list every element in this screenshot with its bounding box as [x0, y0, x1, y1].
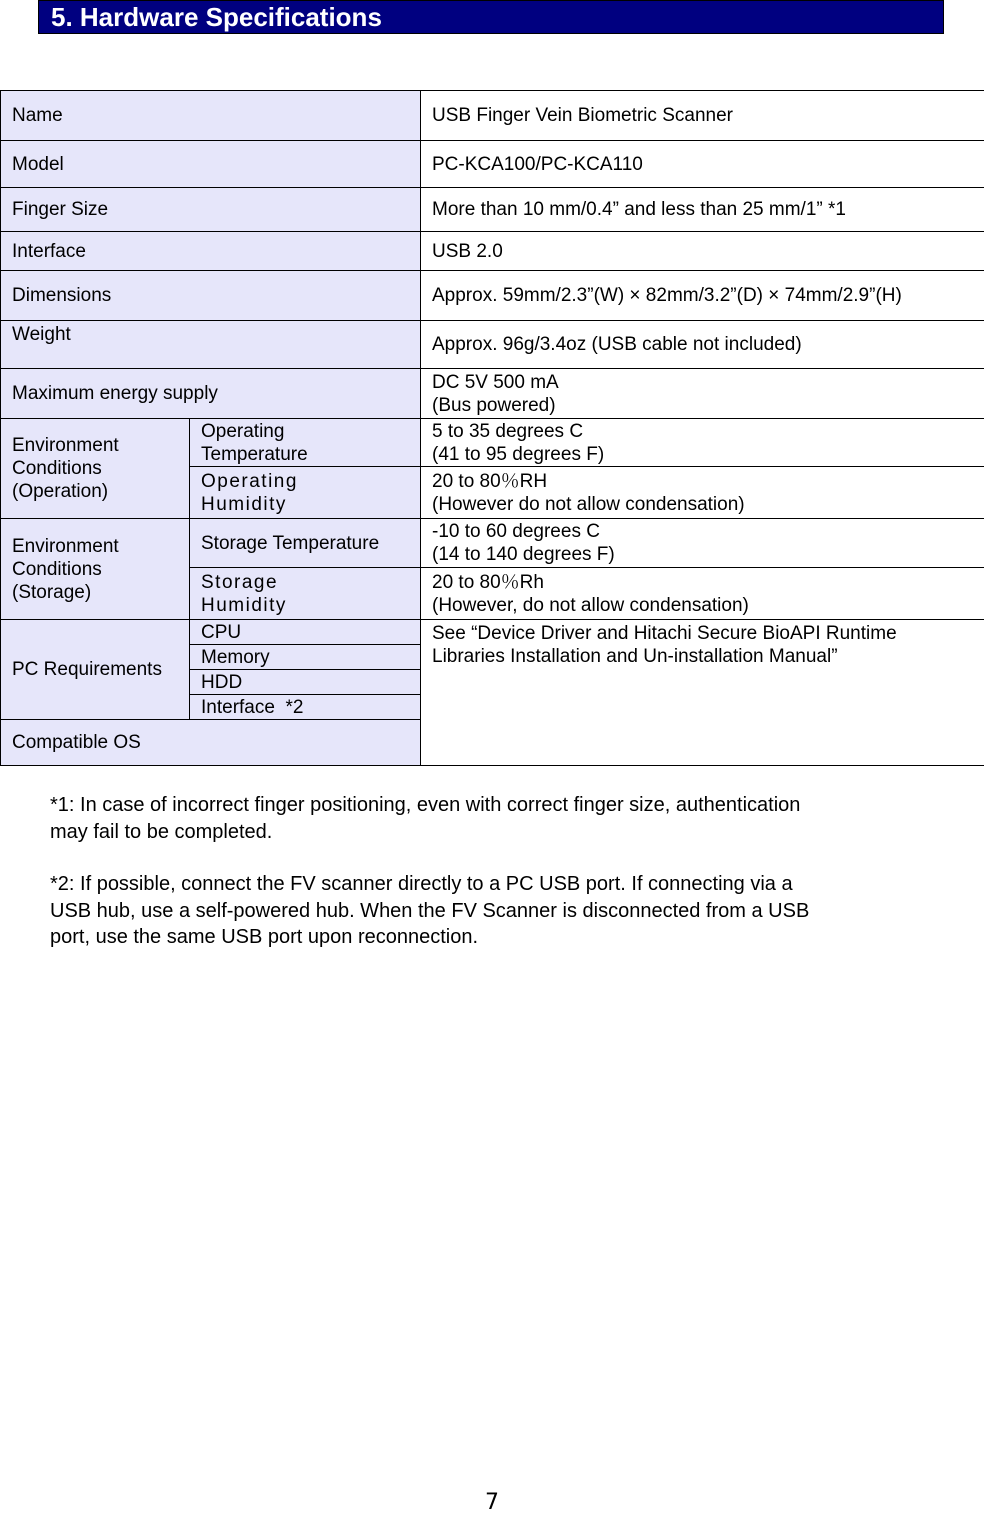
- spec-value-line: (Bus powered): [432, 394, 556, 416]
- label-line: Environment: [12, 535, 119, 557]
- spec-label-energy: Maximum energy supply: [1, 369, 421, 419]
- table-row: [1, 91, 984, 141]
- table-row: [1, 419, 984, 467]
- label-line: Humidity: [201, 493, 287, 515]
- section-heading: 5. Hardware Specifications: [38, 0, 944, 34]
- spec-label-storage-temperature: Storage Temperature: [190, 519, 421, 568]
- spec-label-operating-humidity: [190, 467, 421, 519]
- footnote-line: *1: In case of incorrect finger positioning, even with correct finger size, authentication: [50, 794, 801, 816]
- label-line: Temperature: [201, 443, 308, 465]
- spec-value-line: (However do not allow condensation): [432, 493, 745, 515]
- spec-value-line: 5 to 35 degrees C: [432, 420, 584, 442]
- spec-value-line: (14 to 140 degrees F): [432, 544, 615, 565]
- label-line: Operating: [201, 470, 298, 492]
- table-row: [1, 321, 984, 369]
- spec-value-model: PC-KCA100/PC-KCA110: [421, 141, 984, 188]
- spec-value-line: DC 5V 500 mA: [432, 371, 559, 393]
- spec-label-env-operation: [1, 419, 190, 519]
- label-line: Conditions: [12, 558, 102, 580]
- spec-value-interface: USB 2.0: [421, 232, 984, 271]
- spec-label-finger-size: Finger Size: [1, 188, 421, 232]
- label-line: (Operation): [12, 481, 109, 502]
- table-row: [1, 369, 984, 419]
- table-row: [1, 232, 984, 271]
- spec-label-weight: Weight: [1, 321, 421, 369]
- spec-label-cpu: CPU: [190, 620, 421, 645]
- spec-label-pc-interface: Interface *2: [190, 695, 421, 720]
- spec-value-energy: [421, 369, 984, 419]
- footnote-line: port, use the same USB port upon reconnection.: [50, 926, 479, 948]
- table-row: [1, 620, 984, 645]
- spec-label-name: Name: [1, 91, 421, 141]
- spec-value-line: Libraries Installation and Un-installation Manual”: [432, 646, 838, 667]
- footnote-line: may fail to be completed.: [50, 820, 273, 843]
- footnote-2: [50, 871, 930, 951]
- table-row: [1, 141, 984, 188]
- spec-value-storage-temperature: [421, 519, 984, 568]
- hardware-spec-table: [0, 90, 984, 766]
- table-row: [1, 188, 984, 232]
- footnotes: [50, 792, 930, 977]
- footnote-line: USB hub, use a self-powered hub. When the FV Scanner is disconnected from a USB: [50, 899, 810, 922]
- spec-label-operating-temperature: [190, 419, 421, 467]
- spec-value-line: 20 to 80％RH: [432, 470, 548, 492]
- label-line: Conditions: [12, 458, 102, 479]
- spec-label-model: Model: [1, 141, 421, 188]
- label-line: Operating: [201, 420, 285, 442]
- spec-value-line: -10 to 60 degrees C: [432, 521, 600, 542]
- spec-label-env-storage: [1, 519, 190, 620]
- spec-value-operating-humidity: [421, 467, 984, 519]
- spec-value-name: USB Finger Vein Biometric Scanner: [421, 91, 984, 141]
- footnote-line: *2: If possible, connect the FV scanner directly to a PC USB port. If connecting via a: [50, 873, 793, 895]
- footnote-1: [50, 792, 930, 845]
- spec-label-compatible-os: Compatible OS: [1, 720, 421, 766]
- spec-value-pc-requirements: [421, 620, 984, 766]
- spec-label-hdd: HDD: [190, 670, 421, 695]
- label-line: (Storage): [12, 581, 92, 603]
- spec-value-operating-temperature: [421, 419, 984, 467]
- label-line: Environment: [12, 435, 119, 456]
- spec-label-dimensions: Dimensions: [1, 271, 421, 321]
- spec-label-pc-requirements: PC Requirements: [1, 620, 190, 720]
- spec-value-line: (However, do not allow condensation): [432, 594, 749, 616]
- spec-value-line: 20 to 80％Rh: [432, 571, 544, 593]
- spec-value-weight: Approx. 96g/3.4oz (USB cable not included): [421, 321, 984, 369]
- spec-value-dimensions: Approx. 59mm/2.3”(W) × 82mm/3.2”(D) × 74mm/2.9”(H): [421, 271, 984, 321]
- spec-label-memory: Memory: [190, 645, 421, 670]
- table-row: [1, 271, 984, 321]
- spec-label-storage-humidity: [190, 568, 421, 620]
- spec-value-finger-size: More than 10 mm/0.4” and less than 25 mm/1” *1: [421, 188, 984, 232]
- spec-value-line: See “Device Driver and Hitachi Secure BioAPI Runtime: [432, 623, 897, 644]
- label-line: Humidity: [201, 594, 287, 616]
- spec-label-interface: Interface: [1, 232, 421, 271]
- spec-value-storage-humidity: [421, 568, 984, 620]
- label-line: Storage: [201, 571, 279, 593]
- table-row: [1, 519, 984, 568]
- page-number: 7: [485, 1490, 499, 1515]
- spec-value-line: (41 to 95 degrees F): [432, 443, 605, 465]
